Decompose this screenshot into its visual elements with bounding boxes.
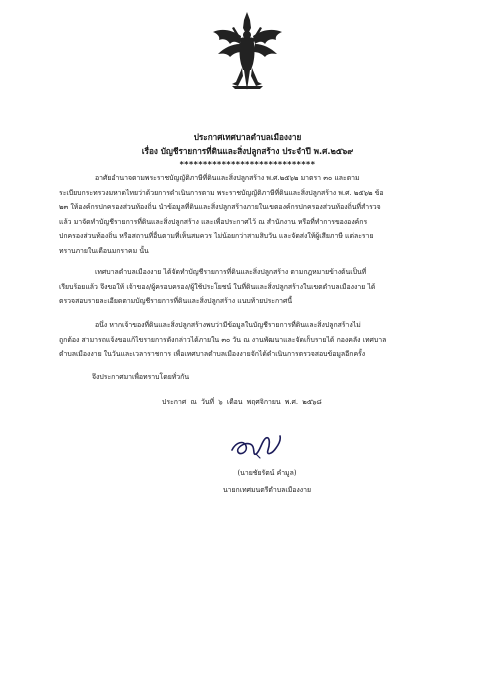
paragraph-legal-basis — [59, 171, 439, 259]
paragraph-line: ปกครองส่วนท้องถิ่น หรือสถานที่อื่นตามที่เห็นสมควร ไม่น้อยกว่าสามสิบวัน และจัดส่งให้ผู้เสียภาษี แต่ละราย — [59, 232, 374, 241]
paragraph-line: ระเบียบกระทรวงมหาดไทยว่าด้วยการดำเนินการตาม พระราชบัญญัติภาษีที่ดินและสิ่งปลูกสร้าง พ.ศ. ๒๕๖๒ ข้อ — [59, 188, 384, 197]
paragraph-line: แล้ว มาจัดทำบัญชีรายการที่ดินและสิ่งปลูกสร้าง และเพื่อประกาศไว้ ณ สำนักงาน หรือที่ทำการขององค์กร — [59, 217, 368, 226]
paragraph-line: เรียบร้อยแล้ว จึงขอให้ เจ้าของ/ผู้ครอบครอง/ผู้ใช้ประโยชน์ ในที่ดินและสิ่งปลูกสร้างในเขตตำบลเมืองงาย ได้ — [59, 282, 376, 291]
signer-position: นายกเทศมนตรีตำบลเมืองงาย — [222, 486, 312, 494]
paragraph-line: ถูกต้อง สามารถแจ้งขอแก้ไขรายการดังกล่าวได้ภายใน ๓๐ วัน ณ งานพัฒนาและจัดเก็บรายได้ กองคลัง เทศบาล — [59, 335, 387, 344]
garuda-emblem-icon — [210, 10, 285, 95]
paragraph-line: เทศบาลตำบลเมืองงาย ได้จัดทำบัญชีรายการที่ดินและสิ่งปลูกสร้าง ตามกฎหมายข้างต้นเป็นที่ — [95, 268, 367, 276]
paragraph-line: ๒๓ ให้องค์กรปกครองส่วนท้องถิ่น นำข้อมูลที่ดินและสิ่งปลูกสร้างภายในเขตองค์กรปกครองส่วนท้องถิ่นที่สำรวจ — [59, 203, 381, 212]
paragraph-line: ตรวจสอบรายละเอียดตามบัญชีรายการที่ดินและสิ่งปลูกสร้าง แนบท้ายประกาศนี้ — [59, 297, 293, 306]
closing-statement: จึงประกาศมาเพื่อทราบโดยทั่วกัน — [92, 373, 190, 381]
paragraph-line: อาศัยอำนาจตามพระราชบัญญัติภาษีที่ดินและสิ่งปลูกสร้าง พ.ศ.๒๕๖๒ มาตรา ๓๐ และตาม — [95, 174, 360, 182]
signer-name: (นายชัยรัตน์ คำมูล) — [237, 469, 297, 477]
paragraph-line: ตำบลเมืองงาย ในวันและเวลาราชการ เพื่อเทศบาลตำบลเมืองงายจักได้ดำเนินการตรวจสอบข้อมูลอีกครั้ง — [59, 350, 366, 359]
paragraph-correction — [59, 318, 439, 362]
paragraph-notice — [59, 265, 439, 309]
announcement-subject: เรื่อง บัญชีรายการที่ดินและสิ่งปลูกสร้าง ประจำปี พ.ศ.๒๕๖๙ — [141, 146, 354, 156]
title-divider: ***************************** — [179, 160, 316, 169]
announcement-date: ประกาศ ณ วันที่ ๖ เดือน พฤศจิกายน พ.ศ. ๒๕๖๘ — [162, 398, 322, 406]
paragraph-line: อนึ่ง หากเจ้าของที่ดินและสิ่งปลูกสร้างพบว่ามีข้อมูลในบัญชีรายการที่ดินและสิ่งปลูกสร้างไม่ — [95, 321, 361, 329]
paragraph-line: ทราบภายในเดือนมกราคม นั้น — [59, 246, 149, 255]
announcement-issuer: ประกาศเทศบาลตำบลเมืองงาย — [193, 132, 302, 142]
handwritten-signature — [226, 428, 284, 464]
